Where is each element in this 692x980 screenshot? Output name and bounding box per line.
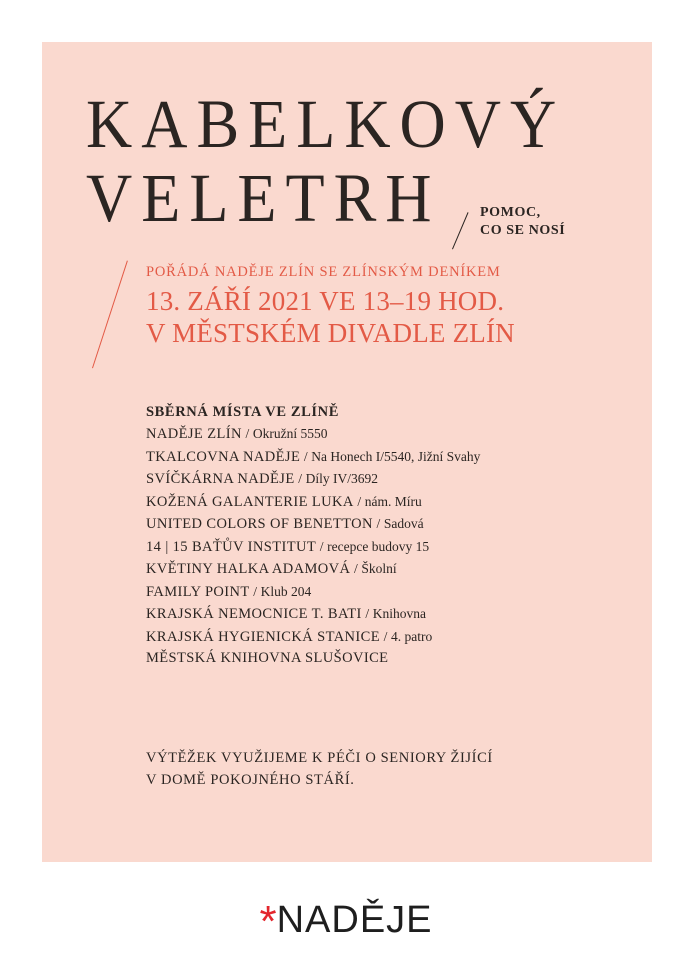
place-address: Klub 204 — [260, 583, 312, 599]
place-name: KVĚTINY HALKA ADAMOVÁ — [146, 561, 351, 577]
subtitle-slash — [452, 212, 469, 249]
proceeds-line-2: V DOMĚ POKOJNÉHO STÁŘÍ. — [146, 772, 355, 788]
list-item — [146, 513, 480, 536]
subtitle-line-1: POMOC, — [480, 205, 541, 220]
place-address: Sadová — [383, 516, 424, 531]
collection-points — [146, 402, 480, 670]
title-line-1: KABELKOVÝ — [86, 85, 566, 163]
list-item — [146, 648, 480, 670]
collection-heading: SBĚRNÁ MÍSTA VE ZLÍNĚ — [146, 404, 339, 420]
place-address: Díly IV/3692 — [305, 471, 378, 486]
event-slash — [92, 261, 128, 369]
place-address: Na Honech I/5540, Jižní Svahy — [311, 448, 481, 464]
subtitle — [480, 204, 565, 240]
list-item — [146, 468, 480, 491]
organizer-line: POŘÁDÁ NADĚJE ZLÍN SE ZLÍNSKÝM DENÍKEM — [146, 264, 501, 280]
list-item — [146, 423, 480, 446]
proceeds-note — [146, 747, 493, 791]
venue-line: V MĚSTSKÉM DIVADLE ZLÍN — [146, 318, 515, 348]
separator: / — [383, 628, 388, 644]
poster — [42, 42, 652, 862]
place-address: 4. patro — [391, 628, 433, 644]
place-name: TKALCOVNA NADĚJE — [146, 448, 301, 465]
place-address: nám. Míru — [364, 493, 422, 509]
separator: / — [298, 471, 302, 486]
place-name: MĚSTSKÁ KNIHOVNA SLUŠOVICE — [146, 650, 389, 666]
place-address: recepce budovy 15 — [327, 538, 430, 554]
separator: / — [354, 561, 358, 576]
separator: / — [303, 448, 308, 464]
date-time-line: 13. ZÁŘÍ 2021 VE 13–19 HOD. — [146, 286, 505, 316]
subtitle-line-2: CO SE NOSÍ — [480, 223, 566, 238]
logo-word: NADĚJE — [276, 899, 433, 941]
event-info — [146, 263, 515, 349]
separator: / — [319, 538, 324, 554]
place-name: NADĚJE ZLÍN — [146, 426, 242, 442]
separator: / — [357, 493, 362, 509]
list-item — [146, 536, 480, 559]
list-item — [146, 581, 480, 604]
separator: / — [245, 426, 250, 441]
place-address: Školní — [361, 561, 397, 576]
list-item — [146, 626, 480, 649]
separator: / — [365, 606, 370, 621]
place-name: UNITED COLORS OF BENETTON — [146, 516, 373, 532]
proceeds-line-1: VÝTĚŽEK VYUŽIJEME K PÉČI O SENIORY ŽIJÍCÍ — [146, 750, 493, 766]
collection-list — [146, 423, 480, 670]
list-item — [146, 446, 480, 469]
place-name: FAMILY POINT — [146, 583, 250, 600]
place-name: SVÍČKÁRNA NADĚJE — [146, 471, 295, 487]
place-name: KRAJSKÁ HYGIENICKÁ STANICE — [146, 628, 380, 645]
asterisk-icon: * — [259, 897, 277, 946]
place-name: KOŽENÁ GALANTERIE LUKA — [146, 493, 354, 510]
list-item — [146, 558, 480, 581]
separator: / — [253, 583, 258, 599]
nadeje-logo — [0, 896, 692, 946]
place-address: Okružní 5550 — [252, 426, 328, 441]
place-address: Knihovna — [372, 606, 426, 621]
place-name: KRAJSKÁ NEMOCNICE T. BATI — [146, 606, 362, 622]
place-name: 14 | 15 BAŤŮV INSTITUT — [146, 538, 317, 555]
title-line-2: VELETRH — [86, 159, 441, 237]
list-item — [146, 603, 480, 626]
separator: / — [376, 516, 381, 531]
list-item — [146, 491, 480, 514]
